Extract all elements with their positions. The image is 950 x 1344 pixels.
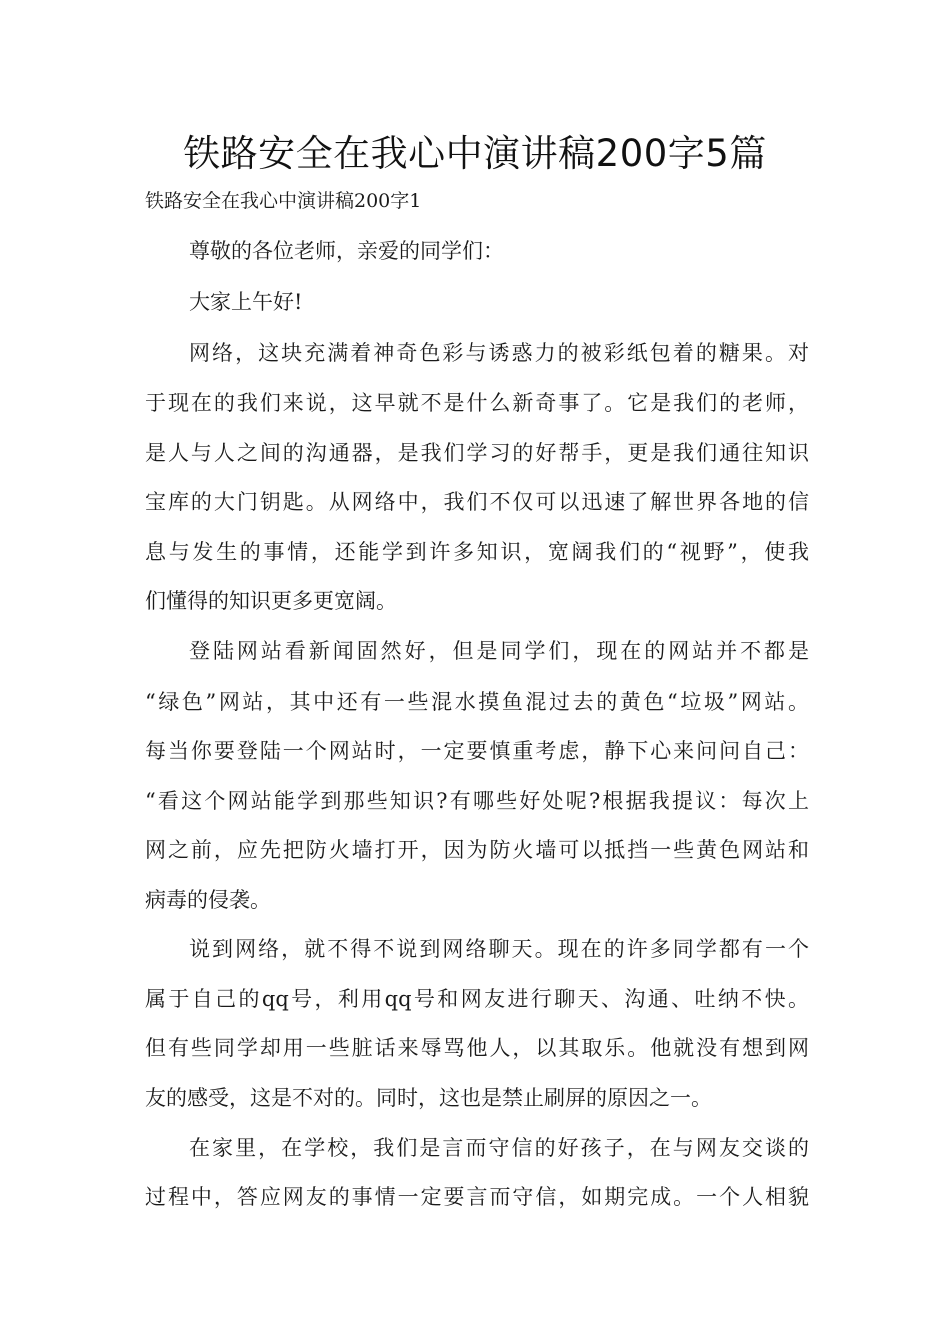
text-line: 息与发生的事情，还能学到许多知识，宽阔我们的“视野”，使我 [145,540,809,564]
text-line: 是人与人之间的沟通器，是我们学习的好帮手，更是我们通往知识 [145,441,809,465]
text-line: 们懂得的知识更多更宽阔。 [145,589,397,613]
document-title: 铁路安全在我心中演讲稿200字5篇 [183,132,767,175]
text-line: “看这个网站能学到那些知识?有哪些好处呢?根据我提议：每次上 [145,789,809,813]
document-subtitle: 铁路安全在我心中演讲稿200字1 [145,190,422,212]
text-line: 网络，这块充满着神奇色彩与诱惑力的被彩纸包着的糖果。对 [189,341,809,365]
text-line: 友的感受，这是不对的。同时，这也是禁止刷屏的原因之一。 [145,1086,712,1110]
text-line: 在家里，在学校，我们是言而守信的好孩子，在与网友交谈的 [189,1136,809,1160]
text-line: 每当你要登陆一个网站时，一定要慎重考虑，静下心来问问自己： [145,739,809,763]
text-line: 于现在的我们来说，这早就不是什么新奇事了。它是我们的老师， [145,391,809,415]
text-line: 宝库的大门钥匙。从网络中，我们不仅可以迅速了解世界各地的信 [145,490,809,514]
text-line: “绿色”网站，其中还有一些混水摸鱼混过去的黄色“垃圾”网站。 [145,690,809,714]
text-line: 属于自己的qq号，利用qq号和网友进行聊天、沟通、吐纳不快。 [145,987,809,1011]
text-line: 病毒的侵袭。 [145,888,271,912]
text-line: 网之前，应先把防火墙打开，因为防火墙可以抵挡一些黄色网站和 [145,838,809,862]
text-line: 尊敬的各位老师，亲爱的同学们： [189,239,504,263]
text-line: 但有些同学却用一些脏话来辱骂他人，以其取乐。他就没有想到网 [145,1036,809,1060]
text-line: 过程中，答应网友的事情一定要言而守信，如期完成。一个人相貌 [145,1185,809,1209]
text-line: 登陆网站看新闻固然好，但是同学们，现在的网站并不都是 [189,639,809,663]
text-line: 说到网络，就不得不说到网络聊天。现在的许多同学都有一个 [189,937,809,961]
text-line: 大家上午好! [189,290,303,314]
